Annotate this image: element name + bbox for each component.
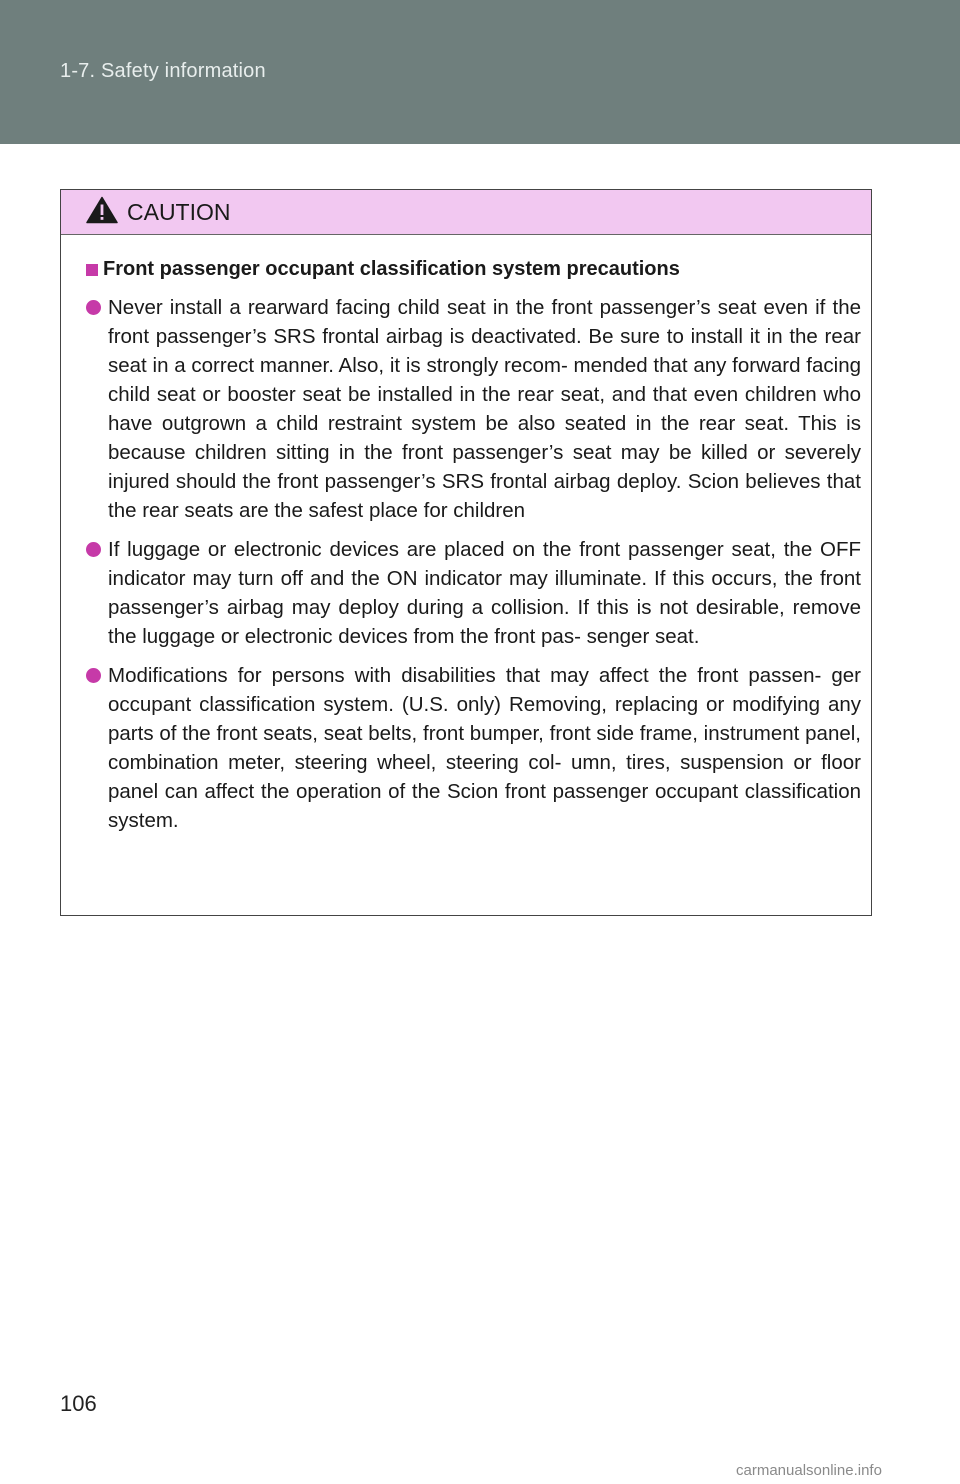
- caution-subhead-text: Front passenger occupant classification system precautions: [103, 258, 680, 280]
- caution-body: [61, 235, 871, 835]
- header-band: [0, 0, 960, 144]
- circle-bullet-icon: [86, 668, 101, 683]
- caution-bullet-item: [108, 661, 861, 835]
- page-number: 106: [60, 1391, 97, 1416]
- caution-subhead: [103, 255, 861, 283]
- section-title: 1-7. Safety information: [60, 60, 266, 82]
- caution-bullet-text: Never install a rearward facing child seat in the front passenger’s seat even if the front passenger’s SRS frontal airbag is deactivated. Be sure to install it in the rear seat in a correct manner. Also, it is strongly recom- mended that any forward facing child seat or booster seat be installed in the rear seat, and that even children who have outgrown a child restraint system be also seated in the rear seat. This is because children sitting in the front passenger’s seat may be killed or severely injured should the front passenger’s SRS frontal airbag deploy. Scion believes that the rear seats are the safest place for children: [108, 296, 861, 522]
- caution-bullet-text: Modifications for persons with disabilities that may affect the front passen- ger occupant classification system. (U.S. only) Removing, replacing or modifying any parts of the front seats, seat belts, front bumper, front side frame, instrument panel, combination meter, steering wheel, steering col- umn, tires, suspension or floor panel can affect the operation of the Scion front passenger occupant classification system.: [108, 664, 861, 832]
- circle-bullet-icon: [86, 542, 101, 557]
- square-bullet-icon: [86, 264, 98, 276]
- circle-bullet-icon: [86, 300, 101, 315]
- watermark-text: carmanualsonline.info: [736, 1462, 882, 1479]
- caution-bullet-item: [108, 535, 861, 651]
- caution-bullet-item: [108, 293, 861, 525]
- caution-label: CAUTION: [127, 199, 231, 225]
- caution-header: [61, 190, 871, 235]
- caution-box: [60, 189, 872, 916]
- caution-bullet-text: If luggage or electronic devices are placed on the front passenger seat, the OFF indicator may turn off and the ON indicator may illuminate. If this occurs, the front passenger’s airbag may deploy during a collision. If this is not desirable, remove the luggage or electronic devices from the front pas- senger seat.: [108, 538, 861, 648]
- warning-triangle-icon: [86, 196, 118, 224]
